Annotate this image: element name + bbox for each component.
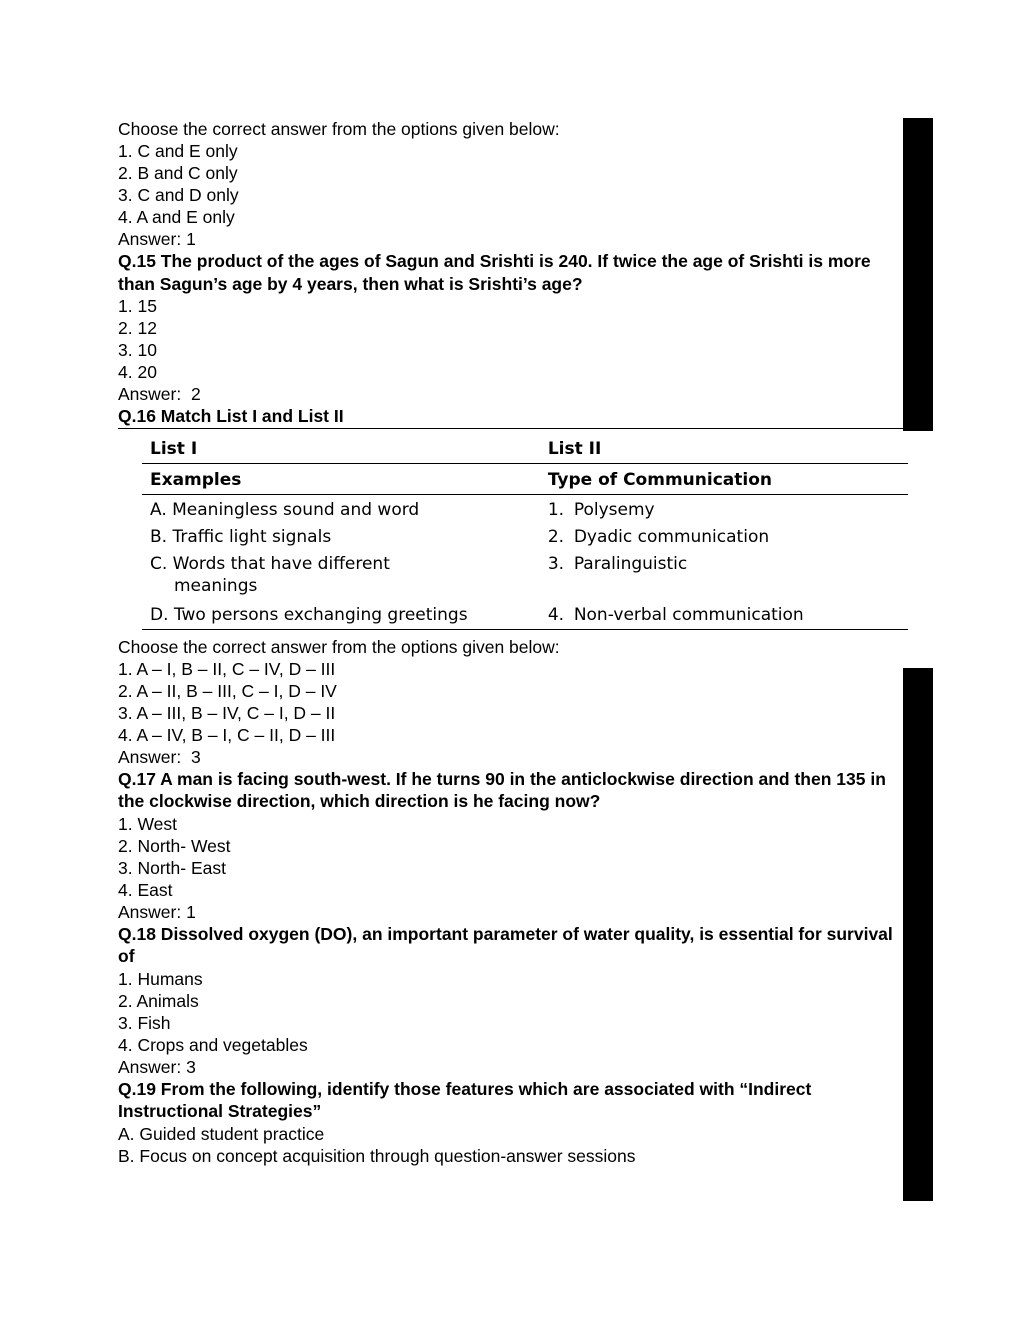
table-subheader-row [142, 463, 908, 494]
option-line: 4. East [118, 879, 173, 900]
question-q15: Q.15 The product of the ages of Sagun and Srishti is 240. If twice the age of Srishti is more than Sagun’s age by 4 years, then what is Srishti’s age? [118, 251, 871, 294]
question-q17: Q.17 A man is facing south-west. If he turns 90 in the anticlockwise direction and then 135 in the clockwise direction, which direction is he facing now? [118, 768, 886, 811]
question-q18: Q.18 Dissolved oxygen (DO), an important parameter of water quality, is essential for survival of [118, 923, 893, 966]
match-list-table [142, 435, 908, 630]
option-line: 1. Humans [118, 968, 203, 989]
option-line: 4. Crops and vegetables [118, 1034, 308, 1055]
answer-line: Answer: 3 [118, 746, 201, 767]
option-line: A. Guided student practice [118, 1123, 325, 1144]
answer-line: Answer: 3 [118, 1056, 196, 1077]
match-right-number: 4. [547, 604, 565, 625]
option-line: 3. C and D only [118, 185, 239, 205]
table-header-row [142, 435, 908, 464]
match-left-d: D. Two persons exchanging greetings [142, 600, 540, 630]
option-line: 4. A and E only [118, 207, 235, 227]
option-line: 2. A – II, B – III, C – I, D – IV [118, 680, 337, 701]
subheader-type-of-communication: Type of Communication [540, 463, 908, 494]
match-right-4 [540, 600, 908, 630]
option-line: 2. North- West [118, 835, 231, 856]
match-right-empty [540, 576, 908, 600]
option-line: 3. Fish [118, 1012, 171, 1033]
match-right-text: Dyadic communication [573, 526, 770, 547]
answer-line: Answer: 1 [118, 229, 196, 249]
match-right-number: 3. [547, 553, 565, 574]
question-q16: Q.16 Match List I and List II [118, 406, 344, 426]
answer-line: Answer: 2 [118, 384, 201, 404]
option-line: 4. 20 [118, 362, 157, 382]
option-line: 1. C and E only [118, 141, 238, 161]
table-row [142, 600, 908, 630]
table-row [142, 549, 908, 576]
match-left-b: B. Traffic light signals [150, 526, 332, 547]
match-right-text: Paralinguistic [573, 553, 688, 574]
match-left-c: C. Words that have different [150, 553, 390, 574]
table-row-continuation [142, 576, 908, 600]
match-right-3 [540, 549, 908, 576]
instruction-line: Choose the correct answer from the options given below: [118, 119, 560, 139]
option-line: 3. A – III, B – IV, C – I, D – II [118, 702, 336, 723]
option-line: 1. 15 [118, 296, 157, 316]
answer-line: Answer: 1 [118, 901, 196, 922]
option-line: 4. A – IV, B – I, C – II, D – III [118, 724, 336, 745]
match-left-c-continued: meanings [174, 575, 258, 596]
option-line: 1. A – I, B – II, C – IV, D – III [118, 658, 336, 679]
option-line: 2. Animals [118, 990, 199, 1011]
option-line: 3. North- East [118, 857, 226, 878]
match-right-2 [540, 522, 908, 549]
match-right-text: Polysemy [573, 499, 655, 520]
match-right-1 [540, 494, 908, 522]
header-list-2: List II [540, 435, 908, 464]
question-q19: Q.19 From the following, identify those features which are associated with “Indirect Instructional Strategies” [118, 1078, 812, 1121]
header-list-1: List I [142, 435, 540, 464]
subheader-examples: Examples [142, 463, 540, 494]
match-right-number: 1. [547, 499, 565, 520]
instruction-line: Choose the correct answer from the options given below: [118, 636, 560, 657]
table-row [142, 494, 908, 522]
option-line: 1. West [118, 813, 178, 834]
match-right-number: 2. [547, 526, 565, 547]
page-content [118, 118, 908, 1167]
option-line: 2. B and C only [118, 163, 238, 183]
match-table-wrapper [118, 428, 908, 630]
match-right-text: Non-verbal communication [573, 604, 804, 625]
table-row [142, 522, 908, 549]
option-line: 2. 12 [118, 318, 157, 338]
option-line: B. Focus on concept acquisition through question-answer sessions [118, 1145, 636, 1166]
option-line: 3. 10 [118, 340, 157, 360]
match-left-a: A. Meaningless sound and word [150, 499, 420, 520]
